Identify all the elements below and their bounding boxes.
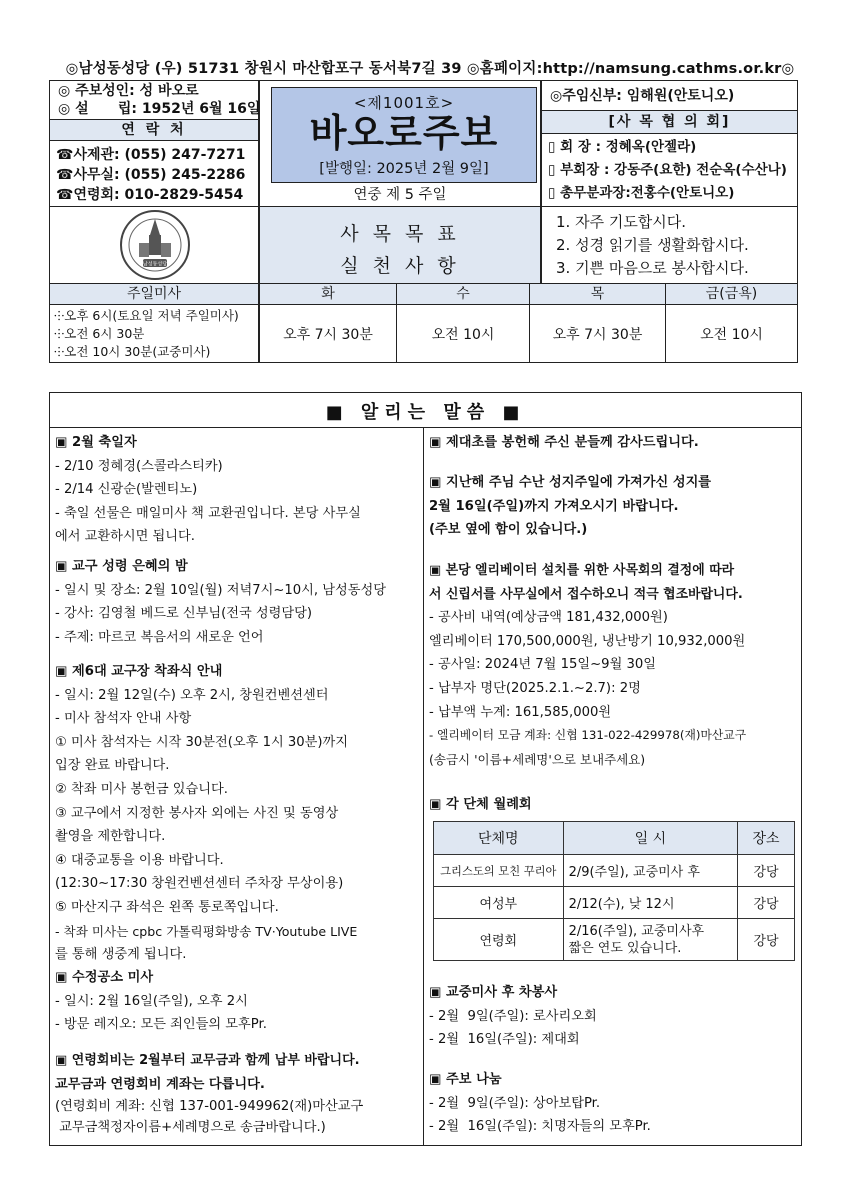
notices-title-rule [49,427,802,428]
masthead-banner [271,87,537,183]
mass-head-wed: 수 [396,283,530,305]
palms-line: 2월 16일(주일)까지 가져오시기 바랍니다. [429,498,679,514]
seal-label: 남성동성당 [142,261,168,268]
goal-item-1: 1. 자주 기도합시다. [556,213,687,231]
goals-title-2: 실 천 사 항 [340,255,460,277]
tea-heading: ▣ 교중미사 후 차봉사 [429,985,558,1000]
contact-office: ☎사무실: (055) 245-2286 [56,167,246,183]
column-divider [423,427,424,1146]
patron-saint: ◎ 주보성인: 성 바오로 [58,83,199,99]
goal-item-2: 2. 성경 읽기를 생활화합시다. [556,236,749,254]
convent-section [55,966,267,1037]
share-line: - 2월 9일(주일): 상아보탑Pr. [429,1095,601,1111]
col-place: 장소 [738,822,795,855]
sunday-mass-1: ⸭오후 6시(토요일 저녁 주일미사) [54,308,239,323]
groups-table [433,821,795,961]
council-title: [사 목 협 의 회] [541,110,798,134]
tea-line: - 2월 9일(주일): 로사리오회 [429,1008,597,1024]
group-time: 2/16(주일), 교중미사후 [568,923,705,939]
elevator-heading-2: 서 신립서를 사무실에서 접수하오니 적극 협조바랍니다. [429,586,743,602]
group-time-cell [563,919,738,961]
feast-section [55,431,361,549]
mass-wed-cell: 오전 10시 [396,304,530,363]
convent-line: - 방문 레지오: 모든 죄인들의 모후Pr. [55,1017,267,1033]
spirit-line: - 강사: 김영철 베드로 신부님(전국 성령담당) [55,606,313,622]
bishop-line: 촬영을 제한합니다. [55,829,166,845]
elevator-line: - 납부자 명단(2025.2.1.~2.7): 2명 [429,680,641,696]
feast-line: - 2/14 신광순(발렌티노) [55,482,198,498]
mass-head-fri: 금(금욕) [665,283,798,305]
bishop-heading: ▣ 제6대 교구장 착좌식 안내 [55,664,223,679]
patron-box [49,80,259,120]
elevator-line: - 공사비 내역(예상금액 181,432,000원) [429,610,668,626]
feast-line: - 2/10 정혜경(스콜라스티카) [55,458,223,474]
elevator-line: 엘리베이터 170,500,000원, 냉난방기 10,932,000원 [429,633,746,649]
contact-funeral: ☎연령회: 010-2829-5454 [56,187,244,203]
council-general: ▯ 총무분과장:전홍수(안토니오) [548,185,735,201]
sunday-mass-2: ⸭오전 6시 30분 [54,326,145,341]
bishop-line: - 착좌 미사는 cpbc 가톨릭평화방송 TV·Youtube LIVE [55,923,358,939]
dues-line: (연령회비 계좌: 신협 137-001-949962(재)마산교구 [55,1099,364,1115]
elevator-line: - 공사일: 2024년 7월 15일~9월 30일 [429,657,657,673]
council-box [541,133,798,207]
bishop-line: ⑤ 마산지구 좌석은 왼쪽 통로쪽입니다. [55,899,279,915]
feast-line: 에서 교환하시면 됩니다. [55,529,195,545]
group-name: 연령회 [434,919,564,961]
bishop-line: - 미사 참석자 안내 사항 [55,711,192,727]
table-row [434,919,795,961]
bishop-line: ① 미사 참석자는 시작 30분전(오후 1시 30분)까지 [55,734,349,750]
tea-line: - 2월 16일(주일): 제대회 [429,1032,580,1048]
bishop-line: - 일시: 2월 12일(수) 오후 2시, 창원컨벤션센터 [55,687,329,703]
group-name: 여성부 [434,887,564,919]
palms-section [429,471,711,542]
share-section [429,1068,651,1139]
feast-line: - 축일 선물은 매일미사 책 교환권입니다. 본당 사무실 [55,505,361,521]
dues-section [55,1049,363,1138]
table-row [434,855,795,887]
dues-heading-2: 교무금과 연령회비 계좌는 다릅니다. [55,1076,265,1092]
mass-thu-cell: 오후 7시 30분 [529,304,666,363]
spirit-heading: ▣ 교구 성령 은혜의 밤 [55,559,188,574]
group-time-note: 짧은 연도 있습니다. [568,940,682,956]
bishop-line: ④ 대중교통을 이용 바랍니다. [55,852,224,868]
council-president: ▯ 회 장 : 정혜옥(안젤라) [548,139,697,155]
goals-list-box [541,206,798,284]
groups-heading-wrap [429,793,532,817]
contacts-box [49,140,259,207]
thanks-heading: ▣ 제대초를 봉헌해 주신 분들께 감사드립니다. [429,435,699,450]
mass-fri-cell: 오전 10시 [665,304,798,363]
contacts-title: 연 락 처 [49,119,259,141]
convent-line: - 일시: 2월 16일(주일), 오후 2시 [55,993,248,1009]
groups-heading: ▣ 각 단체 월례회 [429,797,532,812]
contact-rectory: ☎사제관: (055) 247-7271 [56,147,246,163]
elevator-line: - 납부액 누계: 161,585,000원 [429,704,612,720]
goal-item-3: 3. 기쁜 마음으로 봉사합시다. [556,259,749,277]
mass-tue-cell: 오후 7시 30분 [259,304,397,363]
bishop-line: ③ 교구에서 지정한 봉사자 외에는 사진 및 동영상 [55,805,339,821]
group-name: 그리스도의 모친 꾸리아 [434,855,564,887]
spirit-line: - 일시 및 장소: 2월 10일(월) 저녁7시~10시, 남성동성당 [55,582,386,598]
issue-number: <제1001호> [353,94,455,112]
sunday-mass-3: ⸭오전 10시 30분(교중미사) [54,344,211,359]
col-group-name: 단체명 [434,822,564,855]
group-place: 강당 [738,855,795,887]
group-place: 강당 [738,919,795,961]
pastor-name: ◎주임신부: 임해원(안토니오) [550,88,735,104]
tea-section [429,981,597,1052]
col-time: 일 시 [563,822,738,855]
pastor-box [541,80,798,111]
elevator-section [429,559,746,771]
elevator-line: - 엘리베이터 모금 계좌: 신협 131-022-429978(재)마산교구 [429,728,747,743]
goals-title-box [259,206,541,284]
founded-date: ◎ 설 립: 1952년 6월 16일 [58,101,261,117]
liturgical-week: 연중 제 5 주일 [353,187,447,203]
bishop-line: (12:30~17:30 창원컨벤션센터 주차장 무상이용) [55,876,344,892]
table-header-row [434,822,795,855]
spirit-section [55,555,386,649]
dues-heading: ▣ 연령회비는 2월부터 교무금과 함께 납부 바랍니다. [55,1053,360,1068]
thanks-section [429,431,699,455]
mass-sunday-cell [49,304,259,363]
group-time: 2/9(주일), 교중미사 후 [563,855,738,887]
elevator-heading: ▣ 본당 엘리베이터 설치를 위한 사목회의 결정에 따라 [429,563,735,578]
palms-heading: ▣ 지난해 주님 수난 성지주일에 가져가신 성지를 [429,475,712,490]
spirit-line: - 주제: 마르코 복음서의 새로운 언어 [55,629,264,645]
bishop-section [55,660,357,967]
share-heading: ▣ 주보 나눔 [429,1072,502,1087]
share-line: - 2월 16일(주일): 치명자들의 모후Pr. [429,1119,651,1135]
issue-date: [발행일: 2025년 2월 9일] [319,161,489,177]
bulletin-title: 바오로주보 [309,111,499,155]
seal-box [49,206,259,284]
parish-seal-icon [117,207,193,283]
goals-title-1: 사 목 목 표 [340,223,460,245]
mass-head-thu: 목 [529,283,666,305]
notices-title: ■ 알리는 말씀 ■ [325,402,526,423]
group-time: 2/12(수), 낮 12시 [563,887,738,919]
group-place: 강당 [738,887,795,919]
mass-head-sunday: 주일미사 [49,283,259,305]
bishop-line: 를 통해 생중계 됩니다. [55,947,187,963]
palms-line: (주보 옆에 함이 있습니다.) [429,522,588,538]
elevator-line: (송금시 '이름+세례명'으로 보내주세요) [429,751,646,767]
convent-heading: ▣ 수정공소 미사 [55,970,154,985]
feast-heading: ▣ 2월 축일자 [55,435,137,450]
council-vice: ▯ 부회장 : 강동주(요한) 전순옥(수산나) [548,162,787,178]
bishop-line: 입장 완료 바랍니다. [55,758,170,774]
dues-line: 교무금책정자이름+세례명으로 송금바랍니다.) [55,1120,326,1136]
parish-address-line: ◎남성동성당 (우) 51731 창원시 마산합포구 동서북7길 39 ◎홈페이지:http://namsung.cathms.or.kr◎ [65,61,795,77]
mass-head-tue: 화 [259,283,397,305]
bishop-line: ② 착좌 미사 봉헌금 있습니다. [55,781,228,797]
table-row [434,887,795,919]
